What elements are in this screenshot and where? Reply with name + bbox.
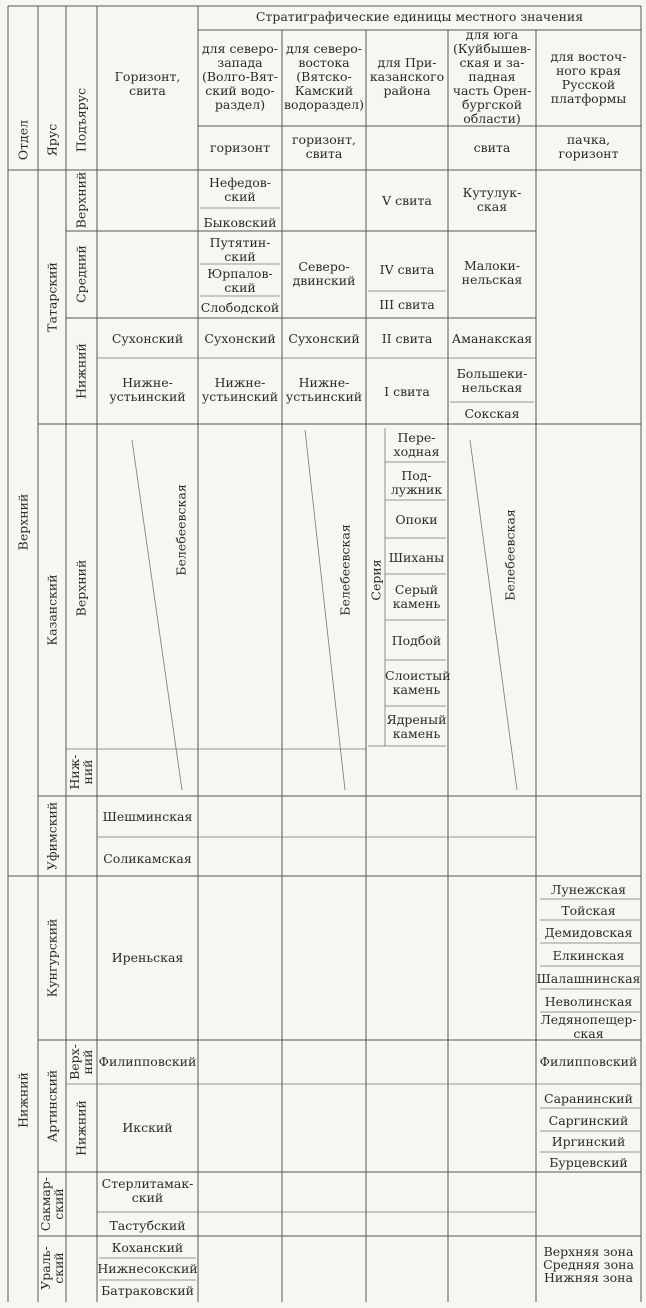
otdel-lower: Нижний bbox=[15, 1072, 31, 1128]
podyarus-artin-lower: Нижний bbox=[73, 1100, 89, 1156]
east-sargin: Саргинский bbox=[548, 1113, 629, 1128]
south-kutuluk: Кутулук- ская bbox=[462, 185, 522, 214]
kazan-ii: II свита bbox=[381, 331, 433, 346]
nw-slobod: Слободской bbox=[200, 300, 280, 315]
ne-belebeev: Белебеевская bbox=[337, 524, 353, 616]
col-nw-label: для северо- запада (Волго-Вят- ский водо- раздел) bbox=[201, 41, 279, 112]
podyarus-tatar-lower: Нижний bbox=[73, 343, 89, 399]
sub-east-label: пачка, горизонт bbox=[558, 132, 619, 161]
col-otdel-label: Отдел bbox=[15, 119, 31, 161]
kazan-v: V свита bbox=[382, 193, 432, 208]
nw-nefedov: Нефедов- ский bbox=[209, 175, 271, 204]
yarus-ufim: Уфимский bbox=[44, 801, 60, 871]
kazan-iii: III свита bbox=[379, 297, 435, 312]
horizon-tastub: Тастубский bbox=[109, 1218, 186, 1233]
header-title: Стратиграфические единицы местного значения bbox=[255, 9, 584, 24]
col-podyarus-label: Подъярус bbox=[73, 87, 89, 153]
south-bolshekin: Большеки- нельская bbox=[456, 366, 528, 395]
east-burtsev: Бурцевский bbox=[549, 1155, 628, 1170]
kazan-sloist: Слоистый камень bbox=[385, 668, 451, 697]
east-saranin: Саранинский bbox=[544, 1091, 633, 1106]
sub-south-label: свита bbox=[473, 140, 511, 155]
kazan-iv: IV свита bbox=[379, 262, 435, 277]
sub-nw-label: горизонт bbox=[210, 140, 270, 155]
horizon-sheshmin: Шешминская bbox=[102, 809, 193, 824]
kazan-podluzh: Под- лужник bbox=[390, 468, 443, 497]
nw-bykov: Быковский bbox=[203, 215, 277, 230]
podyarus-tatar-middle: Средний bbox=[73, 245, 89, 303]
south-sok: Сокская bbox=[464, 406, 520, 421]
east-irgin: Иргинский bbox=[551, 1134, 626, 1149]
kazan-shikhany: Шиханы bbox=[388, 550, 445, 565]
sub-ne-label: горизонт, свита bbox=[292, 132, 356, 161]
podyarus-kazan-upper: Верхний bbox=[73, 559, 89, 617]
east-lunezh: Лунежская bbox=[550, 882, 627, 897]
kazan-sery: Серый камень bbox=[392, 582, 441, 611]
horizon-iren: Иреньская bbox=[111, 950, 184, 965]
horizon-sterlit: Стерлитамак- ский bbox=[101, 1176, 194, 1205]
horizon-solikam: Соликамская bbox=[103, 851, 192, 866]
podyarus-artin-upper: Верх- ний bbox=[67, 1044, 95, 1080]
east-shalash: Шалашнинская bbox=[536, 971, 641, 986]
ne-sukhon: Сухонский bbox=[288, 331, 360, 346]
nw-sukhon: Сухонский bbox=[204, 331, 276, 346]
yarus-kungur: Кунгурский bbox=[44, 918, 60, 998]
col-horizon-label: Горизонт, свита bbox=[114, 69, 181, 98]
horizon-nizhnesok: Нижнесокский bbox=[97, 1261, 198, 1276]
east-demid: Демидовская bbox=[544, 925, 633, 940]
horizon-belebeev: Белебеевская bbox=[173, 484, 189, 576]
kazan-opoki: Опоки bbox=[395, 512, 438, 527]
east-zone-upper: Верхняя зона bbox=[543, 1244, 634, 1259]
horizon-nizh-ust: Нижне- устьинский bbox=[109, 375, 186, 404]
east-zones bbox=[536, 1245, 641, 1284]
east-nevolin: Неволинская bbox=[544, 994, 633, 1009]
east-toy: Тойская bbox=[561, 903, 616, 918]
south-amanak: Аманакская bbox=[451, 331, 533, 346]
kazan-i: I свита bbox=[384, 384, 430, 399]
podyarus-kazan-lower: Ниж- ний bbox=[67, 754, 95, 790]
south-malokin: Малоки- нельская bbox=[461, 258, 523, 287]
col-ne-label: для северо- востока (Вятско- Камский водораздел) bbox=[284, 41, 364, 112]
east-ledyan: Ледянопещер- ская bbox=[540, 1012, 637, 1041]
yarus-tatar: Татарский bbox=[44, 262, 60, 332]
yarus-ural: Ураль- ский bbox=[38, 1246, 66, 1290]
podyarus-tatar-upper: Верхний bbox=[73, 171, 89, 229]
east-zone-lower: Нижняя зона bbox=[544, 1270, 633, 1285]
horizon-batrak: Батраковский bbox=[101, 1283, 194, 1298]
kazan-podboy: Подбой bbox=[391, 633, 442, 648]
yarus-kazan: Казанский bbox=[44, 574, 60, 646]
nw-putyatin: Путятин- ский bbox=[209, 235, 271, 264]
horizon-filipp: Филипповский bbox=[98, 1054, 197, 1069]
horizon-kokhan: Коханский bbox=[111, 1240, 184, 1255]
kazan-perekhod: Пере- ходная bbox=[393, 430, 440, 459]
col-east-label: для восточ- ного края Русской платформы bbox=[550, 49, 627, 106]
south-belebeev: Белебеевская bbox=[502, 509, 518, 601]
east-zone-middle: Средняя зона bbox=[543, 1257, 634, 1272]
nw-yurpalov: Юрпалов- ский bbox=[207, 266, 273, 295]
kazan-seriya: Серия bbox=[368, 559, 384, 601]
horizon-sukhon: Сухонский bbox=[111, 331, 184, 346]
ne-severodvin: Северо- двинский bbox=[292, 259, 356, 288]
col-yarus-label: Ярус bbox=[44, 123, 60, 157]
east-filipp: Филипповский bbox=[539, 1054, 638, 1069]
ne-nizh-ust: Нижне- устьинский bbox=[285, 375, 363, 404]
yarus-artin: Артинский bbox=[44, 1069, 60, 1143]
kazan-yadren: Ядреный камень bbox=[386, 712, 447, 741]
yarus-sakmar: Сакмар- ский bbox=[38, 1176, 66, 1232]
east-elkin: Елкинская bbox=[552, 948, 625, 963]
col-kazan-label: для При- казанского района bbox=[369, 55, 445, 98]
nw-nizh-ust: Нижне- устьинский bbox=[201, 375, 279, 404]
col-south-label: для юга (Куйбышев- ская и за- падная часть Орен- бургской области) bbox=[452, 27, 532, 126]
otdel-upper: Верхний bbox=[15, 493, 31, 551]
horizon-iksky: Икский bbox=[122, 1120, 173, 1135]
